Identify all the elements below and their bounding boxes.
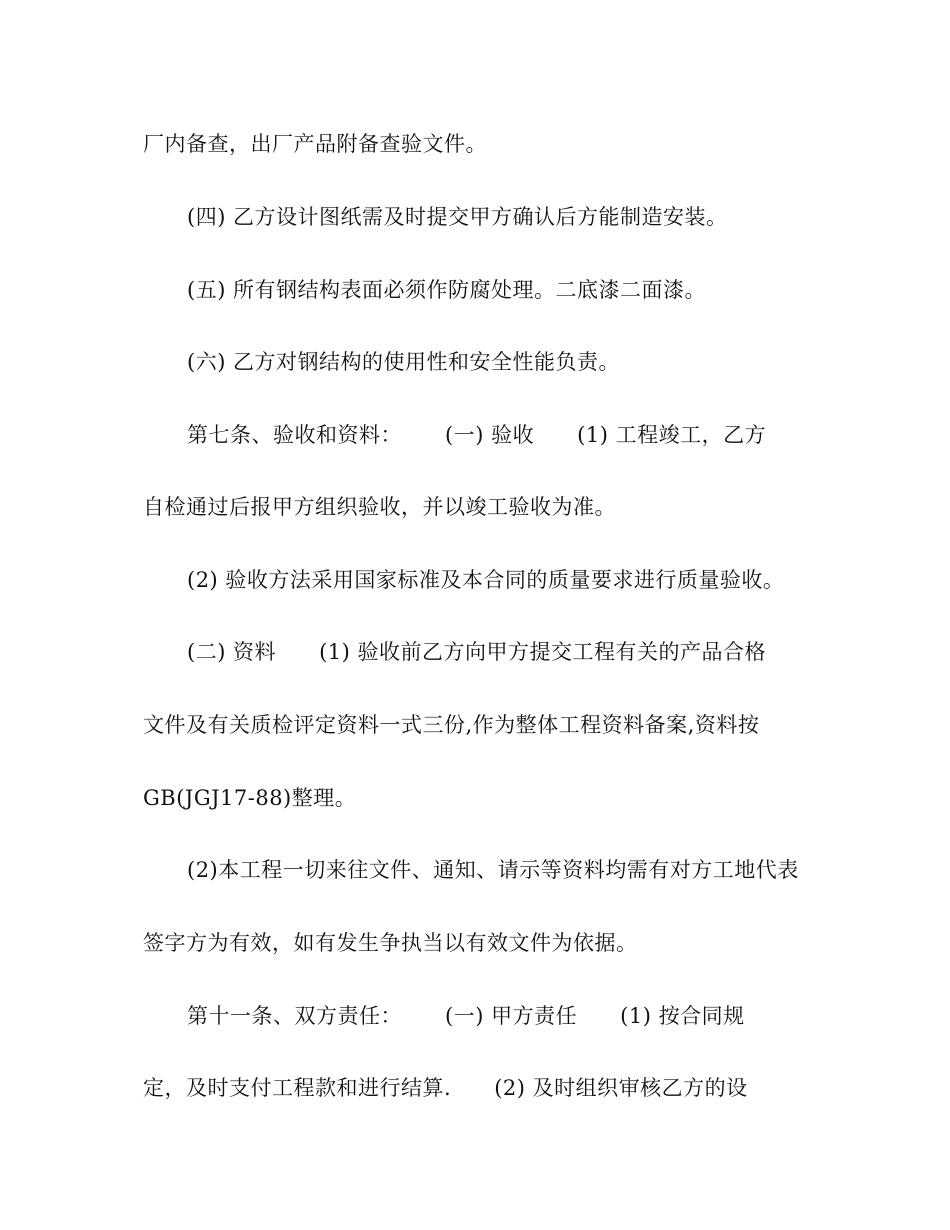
text-line: GB(JGJ17-88)整理。 [143, 786, 357, 810]
text-line: (六) 乙方对钢结构的使用性和安全性能负责。 [187, 350, 621, 374]
text-line: (五) 所有钢结构表面必须作防腐处理。二底漆二面漆。 [187, 278, 707, 302]
text-line: 签字方为有效，如有发生争执当以有效文件为依据。 [143, 931, 638, 955]
text-line: 文件及有关质检评定资料一式三份,作为整体工程资料备案,资料按 [143, 713, 760, 737]
text-line: 厂内备查，出厂产品附备查验文件。 [143, 132, 487, 156]
text-line: 第七条、验收和资料： (一) 验收 (1) 工程竣工，乙方 [187, 423, 767, 447]
text-line: (2) 验收方法采用国家标准及本合同的质量要求进行质量验收。 [187, 568, 785, 592]
text-line: (四) 乙方设计图纸需及时提交甲方确认后方能制造安装。 [187, 205, 728, 229]
text-line: 自检通过后报甲方组织验收，并以竣工验收为准。 [143, 495, 616, 519]
text-line: 定，及时支付工程款和进行结算. (2) 及时组织审核乙方的设 [143, 1076, 748, 1100]
text-line: (二) 资料 (1) 验收前乙方向甲方提交工程有关的产品合格 [187, 640, 767, 664]
text-line: 第十一条、双方责任： (一) 甲方责任 (1) 按合同规 [187, 1004, 745, 1028]
text-line: (2)本工程一切来往文件、通知、请示等资料均需有对方工地代表 [187, 858, 799, 882]
